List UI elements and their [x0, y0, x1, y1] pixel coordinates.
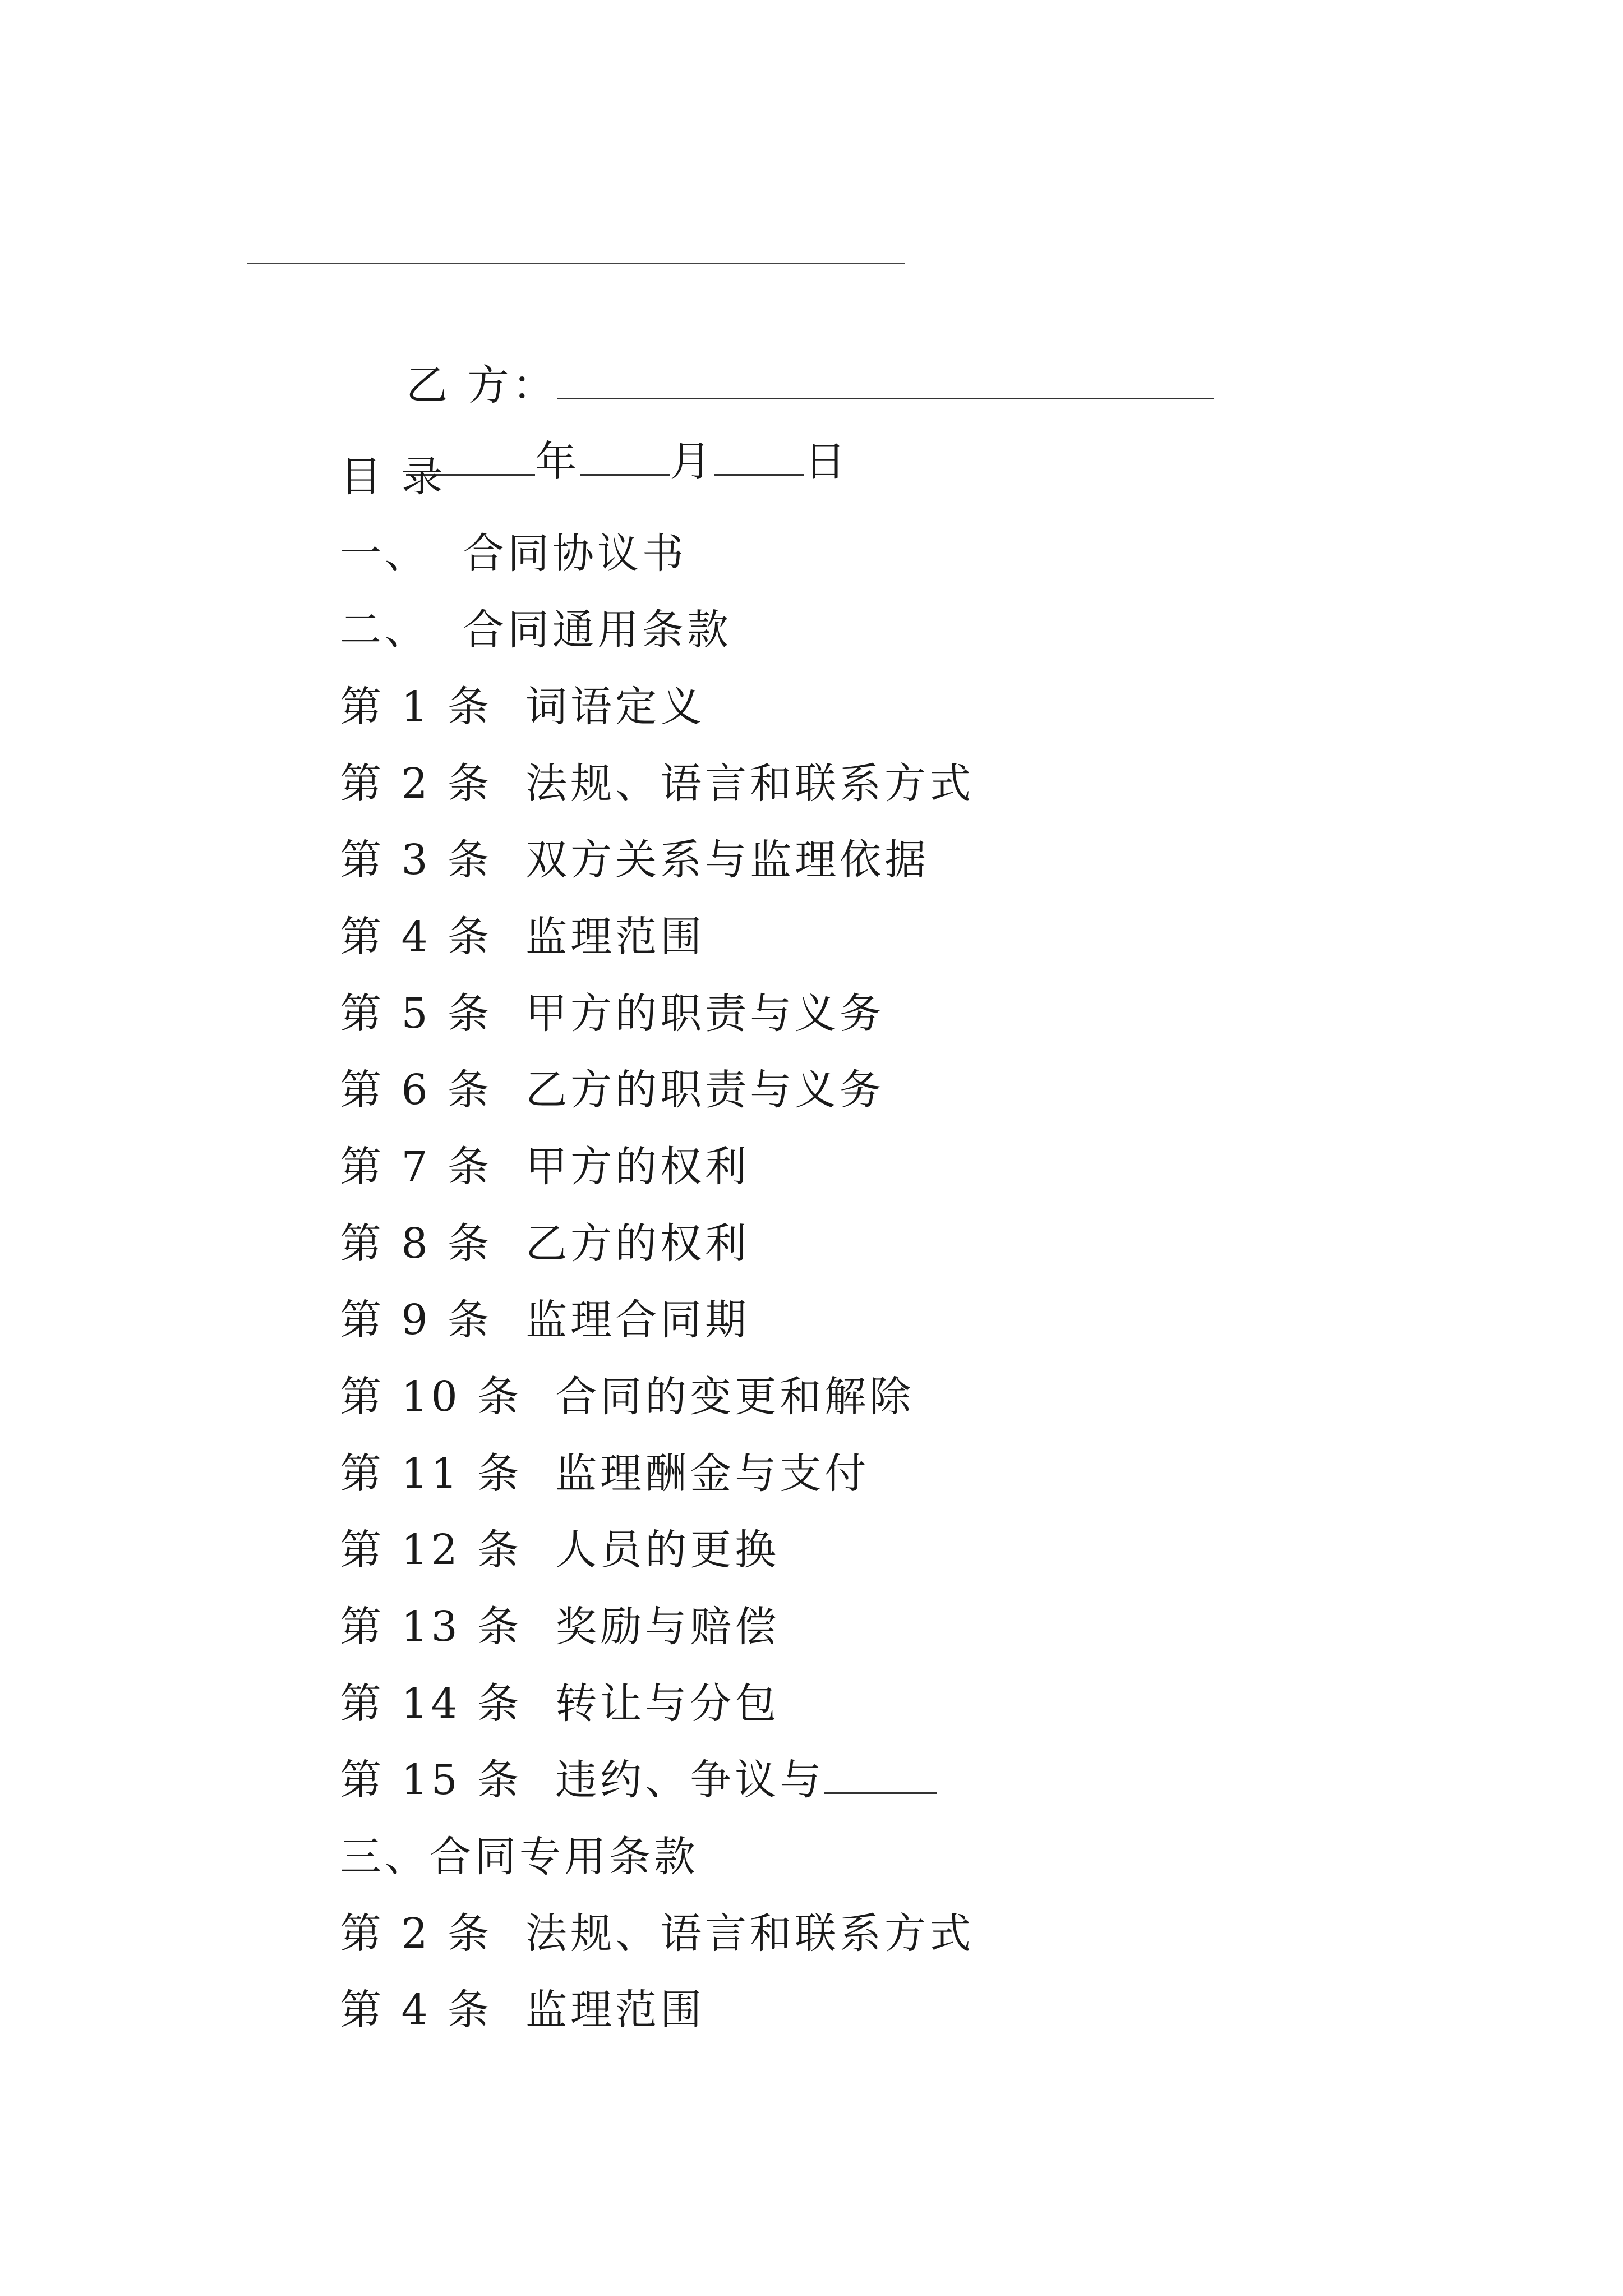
month-blank — [580, 432, 670, 476]
toc-item: 一、 合同协议书 — [340, 530, 688, 578]
toc-item: 第 7 条 甲方的权利 — [340, 1143, 750, 1191]
toc-item: 第 8 条 乙方的权利 — [340, 1220, 750, 1268]
toc-item: 第 2 条 法规、语言和联系方式 — [340, 760, 975, 808]
toc-item-blank — [824, 1751, 937, 1794]
day-label: 日 — [804, 438, 850, 486]
party-b-label: 乙 方： — [406, 361, 557, 409]
toc-item: 第 14 条 转让与分包 — [340, 1680, 780, 1728]
toc-item: 第 12 条 人员的更换 — [340, 1526, 780, 1574]
toc-item: 三、合同专用条款 — [340, 1833, 699, 1881]
toc-item-text: 第 15 条 违约、争议与 — [340, 1756, 825, 1804]
toc-title: 目 录 — [340, 453, 446, 501]
toc-item: 二、 合同通用条款 — [340, 606, 732, 654]
toc-item: 第 13 条 奖励与赔偿 — [340, 1603, 780, 1651]
toc-item: 第 11 条 监理酬金与支付 — [340, 1450, 870, 1498]
toc-item: 第 3 条 双方关系与监理依据 — [340, 836, 930, 884]
day-blank — [714, 432, 804, 476]
toc-item: 第 5 条 甲方的职责与义务 — [340, 990, 885, 1038]
toc-item: 第 10 条 合同的变更和解除 — [340, 1373, 915, 1421]
toc-item: 第 6 条 乙方的职责与义务 — [340, 1066, 885, 1114]
year-label: 年 — [535, 438, 580, 486]
toc-item: 第 1 条 词语定义 — [340, 683, 706, 731]
toc-item — [340, 1749, 937, 1811]
toc-item: 第 4 条 监理范围 — [340, 913, 706, 961]
party-b-line — [340, 293, 1214, 409]
signature-line — [247, 263, 905, 264]
toc-item: 第 2 条 法规、语言和联系方式 — [340, 1910, 975, 1958]
toc-item: 第 4 条 监理范围 — [340, 1986, 706, 2034]
toc-item: 第 9 条 监理合同期 — [340, 1296, 750, 1344]
month-label: 月 — [670, 438, 715, 486]
